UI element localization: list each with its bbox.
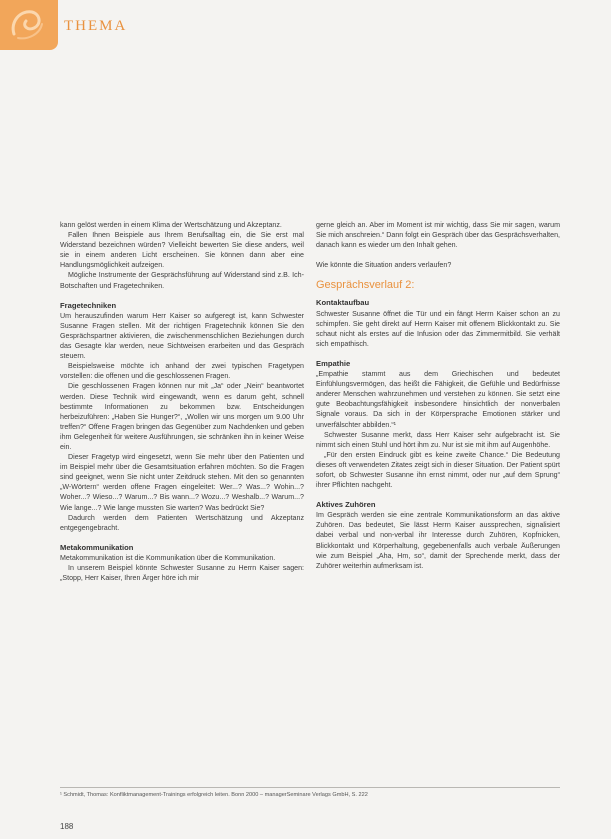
left-column [60, 220, 304, 583]
footnote-divider [60, 787, 560, 788]
paragraph: Schwester Susanne merkt, dass Herr Kaiser sehr aufgebracht ist. Sie nimmt sich einen Stuhl und hört ihm zu. Nur ist sie mit ihm auf Augenhöhe. [316, 430, 560, 449]
paragraph: In unserem Beispiel könnte Schwester Susanne zu Herrn Kaiser sagen: „Stopp, Herr Kaiser, Ihren Ärger höre ich mir [60, 564, 304, 583]
paragraph: Metakommunikation ist die Kommunikation über die Kommunikation. [60, 553, 276, 562]
section-heading-gespraechsverlauf: Gesprächsverlauf 2: [316, 279, 415, 292]
paragraph: kann gelöst werden in einem Klima der Wertschätzung und Akzeptanz. [60, 221, 282, 229]
paragraph: Um herauszufinden warum Herr Kaiser so aufgeregt ist, kann Schwester Susanne Fragen stellen. Mit der richtigen Fragetechnik können Sie den Gesprächspartner aktivieren, die zwischenmenschlichen Beziehungen durch das Gesagte klar werden, neue Sichtweisen erarbeiten und das Gespräch steuern. [60, 311, 304, 361]
paragraph: Wie könnte die Situation anders verlaufen? [316, 261, 452, 270]
paragraph: Im Gespräch werden sie eine zentrale Kommunikationsform an das aktive Zuhören. Das bedeutet, Sie lässt Herrn Kaiser aussprechen, signalisiert dabei verbal und non-verbal ihr Interesse durch Zuhören, Kopfnicken, Blickkontakt und Körperhaltung, gegebenenfalls auch verbale Äußerungen wie zum Beispiel „Aha, Hm, so“, damit der Sprechende merkt, dass der Zuhörer weiterhin aufmerksam ist. [316, 511, 560, 570]
swirl-logo-icon [6, 4, 46, 44]
section-corner-tab [0, 0, 58, 50]
paragraph: „Empathie stammt aus dem Griechischen und bedeutet Einfühlungsvermögen, das heißt die Fähigkeit, die Gefühle und Bedürfnisse anderer Menschen wahrzunehmen und verstehen zu können. Sie setzt eine gute Beobachtungsfähigkeit insbesondere hinsichtlich der nonverbalen Signale voraus. Da sich in der Körpersprache Emotionen stärker und unverfälschter abbilden.“¹ [316, 370, 560, 429]
subheading-kontaktaufbau: Kontaktaufbau [316, 298, 370, 308]
paragraph: Beispielsweise möchte ich anhand der zwei typischen Fragetypen vorstellen: die offenen und die geschlossenen Fragen. [60, 362, 304, 381]
right-column [316, 220, 560, 571]
paragraph: Die geschlossenen Fragen können nur mit „Ja“ oder „Nein“ beantwortet werden. Diese Technik wird eingewandt, wenn es darum geht, schnell bestimmte Informationen zu bekommen bzw. Entscheidungen herbeizuführen: „Haben Sie Hunger?“, „Wollen wir uns morgen um 9.00 Uhr treffen?“ Offene Fragen bringen das Gegenüber zum Nachdenken und geben ihm Gelegenheit für weitere Ausführungen, sie schränken ihn in keiner Weise ein. [60, 382, 304, 451]
paragraph: Mögliche Instrumente der Gesprächsführung auf Widerstand sind z.B. Ich-Botschaften und Fragetechniken. [60, 271, 304, 290]
page-number: 188 [60, 822, 74, 831]
paragraph: „Für den ersten Eindruck gibt es keine zweite Chance.“ Die Bedeutung dieses oft verwendeten Zitates zeigt sich in dieser Situation. Der Patient spürt sofort, ob Schwester Susanne ihn ernst nimmt, oder nur „auf dem Sprung“ ihrer Pflichten nachgeht. [316, 450, 560, 490]
paragraph: gerne gleich an. Aber im Moment ist mir wichtig, dass Sie mir sagen, warum Sie mich anschreien.“ Dann folgt ein Gespräch über das Gesprächsverhalten, danach kann es wieder um den Inhalt gehen. [316, 221, 560, 250]
subheading-fragetechniken: Fragetechniken [60, 300, 117, 310]
subheading-metakommunikation: Metakommunikation [60, 542, 134, 552]
paragraph: Schwester Susanne öffnet die Tür und ein fängt Herrn Kaiser schon an zu schimpfen. Sie geht direkt auf Herrn Kaiser mit offenem Blickkontakt zu. Sie schaut nicht als erstes auf die Infusion oder das Zimmermitbild. Sie verhält sich empathisch. [316, 309, 560, 348]
subheading-empathie: Empathie [316, 358, 351, 368]
section-label: THEMA [64, 18, 128, 34]
paragraph: Fallen Ihnen Beispiele aus Ihrem Berufsalltag ein, die Sie erst mal Widerstand bezeichnen würden? Vielleicht bewerten Sie diese anders, weil sie in einem anderen Licht erscheinen. Sie können dann aber eine Handlungsmöglichkeit aufzeigen. [60, 231, 304, 270]
paragraph: Dieser Fragetyp wird eingesetzt, wenn Sie mehr über den Patienten und im Beispiel mehr über die Gesamtsituation erfahren möchten. So die Fragen sind geeignet, wenn Sie nicht unter Zeitdruck stehen. Mit den so genannten „W-Wörtern“ werden offene Fragen eingeleitet: Wer...? Was...? Wohin...? Woher...? Wieso...? Warum...? Bis wann...? Wozu...? Weshalb...? Warum...? Wie lange...? Wie lange mussten Sie warten? Was bedrückt Sie? [60, 453, 304, 512]
paragraph: Dadurch werden dem Patienten Wertschätzung und Akzeptanz entgegengebracht. [60, 513, 304, 532]
footnote: ¹ Schmidt, Thomas: Konfliktmanagement-Trainings erfolgreich leiten. Bonn 2000 – managerSeminare Verlags GmbH, S. 222 [60, 792, 368, 798]
subheading-aktives-zuhoeren: Aktives Zuhören [316, 500, 376, 510]
